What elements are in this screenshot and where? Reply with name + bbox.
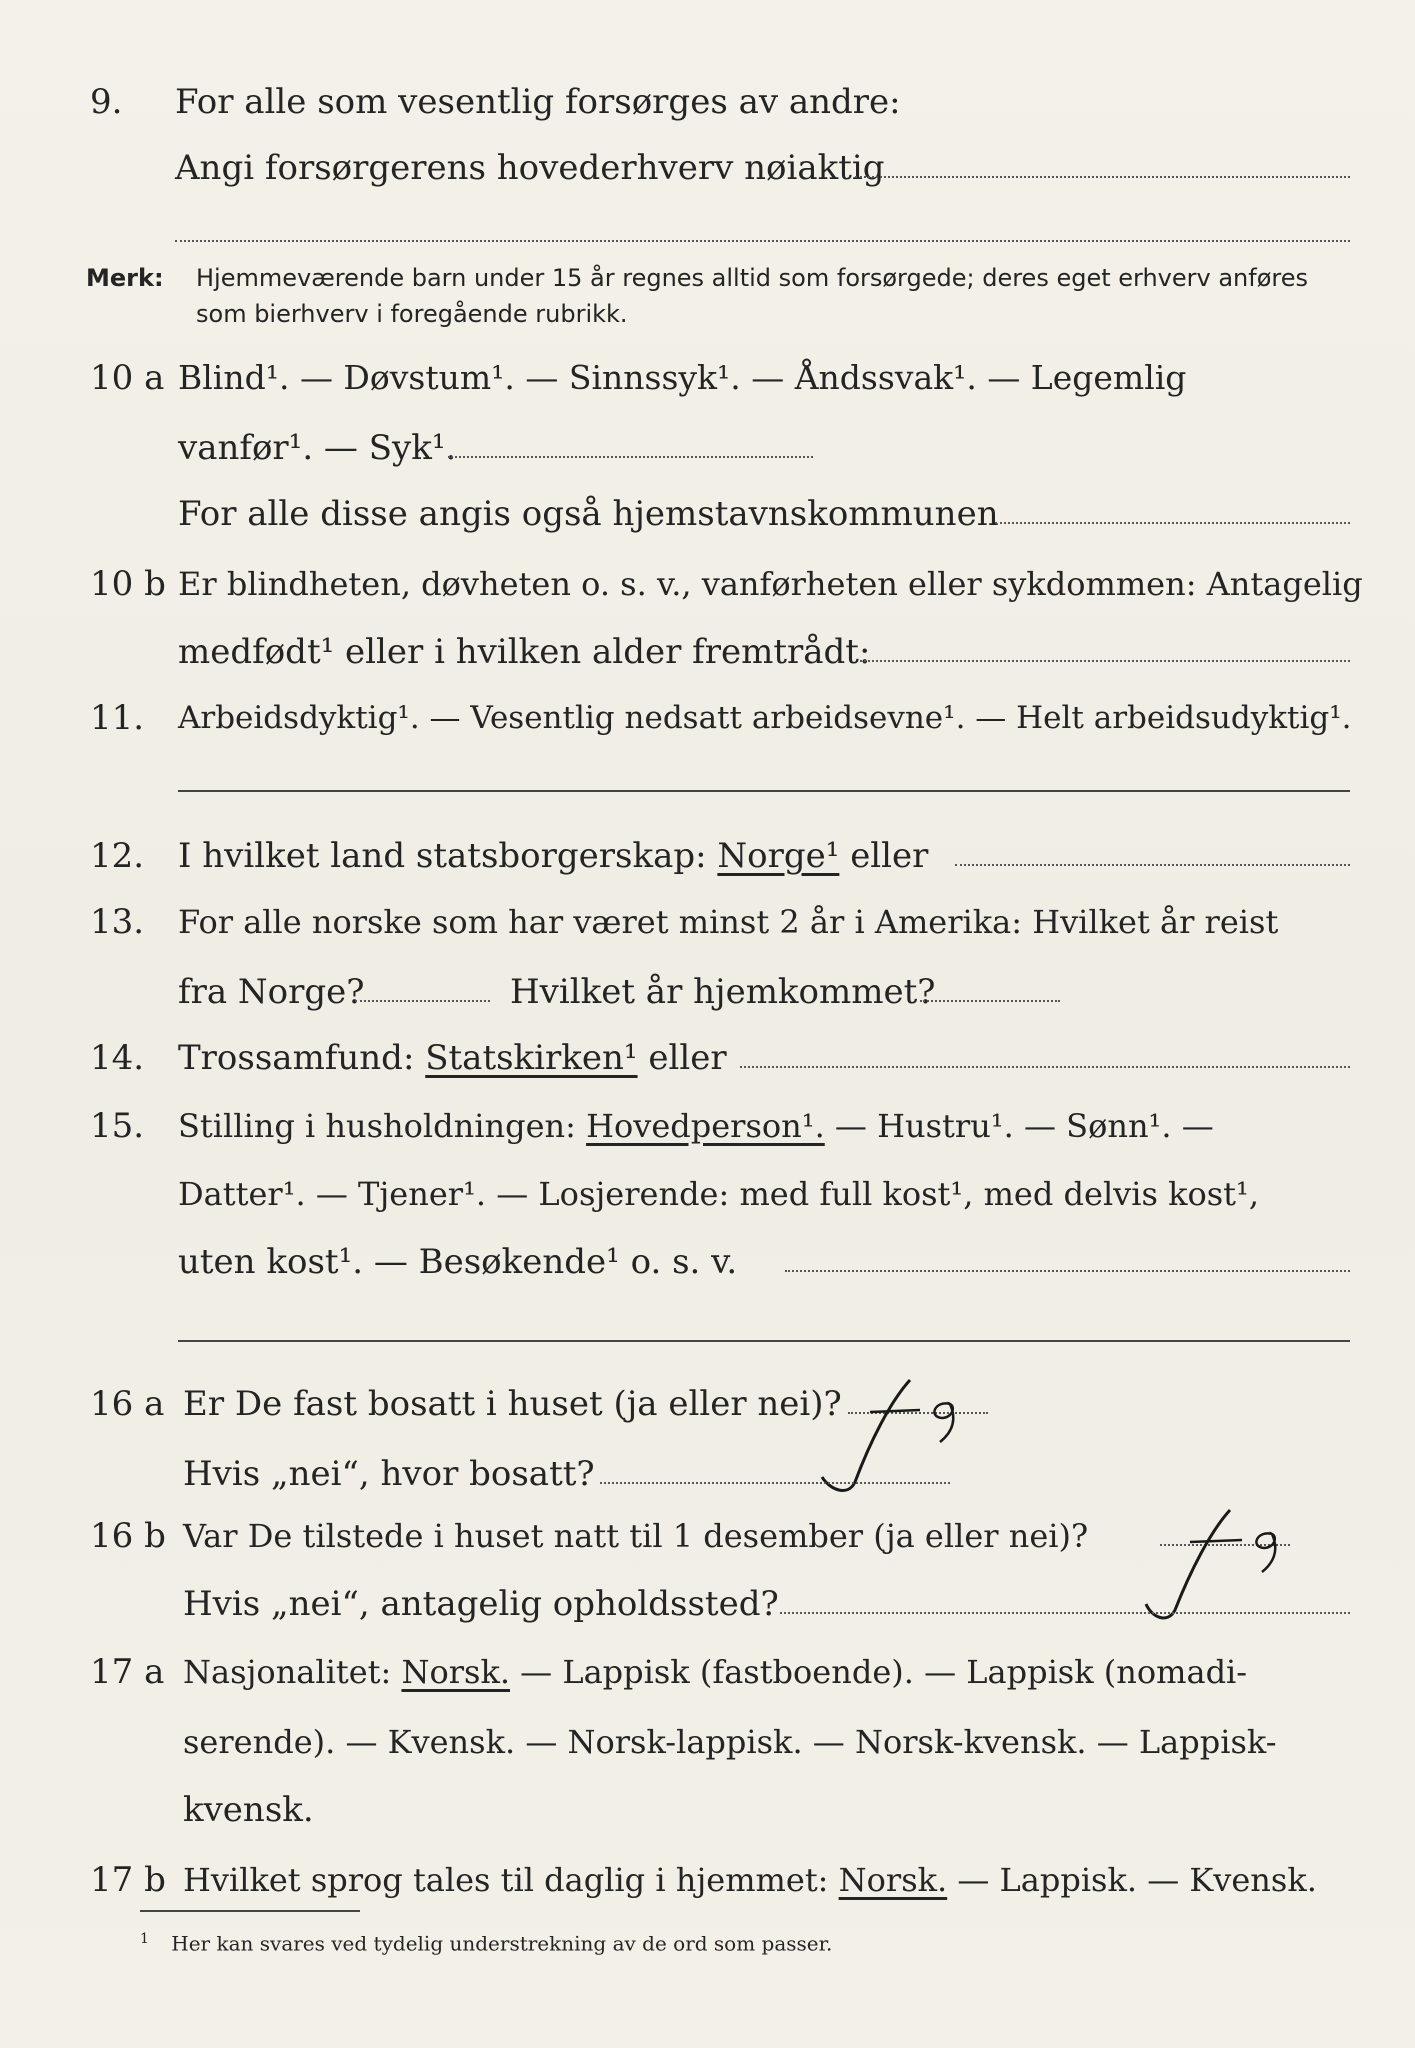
footnote-marker: 1 — [140, 1931, 149, 1947]
q16a-row-1 — [0, 1380, 1415, 1428]
q15-row-1 — [0, 1102, 1415, 1150]
q17a-row-1 — [0, 1648, 1415, 1696]
q15-selected-option[interactable]: Hovedperson¹. — [586, 1107, 825, 1145]
q17b-label: Hvilket sprog tales til daglig i hjemmet: — [183, 1861, 829, 1899]
q17b-text — [183, 1856, 1317, 1904]
q9-line-1: For alle som vesentlig forsørges av andre: — [175, 82, 901, 122]
q17b-number: 17 b — [90, 1860, 166, 1900]
q14-row — [0, 1034, 1415, 1082]
q11-row-1 — [0, 694, 1415, 742]
q14-answer-field[interactable] — [740, 1066, 1350, 1068]
q15-row-2 — [0, 1170, 1415, 1218]
q13-departure-field[interactable] — [355, 1000, 490, 1002]
q15-options: — Hustru¹. — Sønn¹. — — [834, 1107, 1214, 1145]
merk-label: Merk: — [86, 264, 164, 292]
q9-number: 9. — [90, 82, 123, 122]
q10a-hometown-field[interactable] — [995, 522, 1350, 524]
q10a-answer-field[interactable] — [448, 456, 813, 458]
q15-answer-field[interactable] — [785, 1270, 1350, 1272]
q15-number: 15. — [90, 1106, 145, 1146]
q11-answer-line[interactable] — [178, 790, 1350, 792]
q16a-line-1: Er De fast bosatt i huset (ja eller nei)? — [183, 1384, 842, 1424]
q16a-number: 16 a — [90, 1384, 165, 1424]
q10a-line-1: Blind¹. — Døvstum¹. — Sinnssyk¹. — Åndssvak¹. — Legemlig — [178, 358, 1187, 397]
q17b-options: — Lappisk. — Kvensk. — [957, 1861, 1317, 1899]
q14-or: eller — [648, 1038, 727, 1078]
q16a-row-2 — [0, 1450, 1415, 1498]
footnote — [140, 1925, 832, 1958]
q12-or: eller — [850, 836, 929, 876]
q15-line-1 — [178, 1102, 1214, 1150]
q11-line-1: Arbeidsdyktig¹. — Vesentlig nedsatt arbeidsevne¹. — Helt arbeidsudyktig¹. — [178, 700, 1352, 736]
q17a-number: 17 a — [90, 1652, 165, 1692]
q9-line-2: Angi forsørgerens hovederhverv nøiaktig — [175, 148, 885, 188]
q13-line-2a: fra Norge? — [178, 972, 365, 1012]
q10b-answer-field[interactable] — [860, 660, 1350, 662]
footnote-rule — [140, 1910, 360, 1912]
q10a-row-2 — [0, 424, 1415, 472]
merk-note — [86, 260, 1356, 332]
q13-line-2b: Hvilket år hjemkommet? — [510, 972, 936, 1012]
q15-row-3 — [0, 1238, 1415, 1286]
footnote-text: Her kan svares ved tydelig understrekning av de ord som passer. — [171, 1931, 833, 1956]
q9-answer-field-2[interactable] — [175, 240, 1350, 242]
q11-number: 11. — [90, 698, 145, 738]
q17a-line-3: kvensk. — [183, 1790, 314, 1830]
q17a-line-2: serende). — Kvensk. — Norsk-lappisk. — Norsk-kvensk. — Lappisk- — [183, 1723, 1277, 1761]
q16b-location-field[interactable] — [780, 1612, 1350, 1614]
q13-line-1: For alle norske som har været minst 2 år i Amerika: Hvilket år reist — [178, 903, 1279, 941]
q17a-row-3 — [0, 1786, 1415, 1834]
q17a-line-1 — [183, 1648, 1247, 1696]
q10b-line-1: Er blindheten, døvheten o. s. v., vanførheten eller sykdommen: Antagelig — [178, 565, 1363, 603]
q12-row — [0, 832, 1415, 880]
q10a-row-3 — [0, 490, 1415, 538]
q9-answer-field[interactable] — [855, 176, 1350, 178]
q13-row-1 — [0, 898, 1415, 946]
q16a-line-2: Hvis „nei“, hvor bosatt? — [183, 1454, 595, 1494]
q10a-row-1 — [0, 354, 1415, 402]
q12-text — [178, 832, 928, 880]
q17b-row — [0, 1856, 1415, 1904]
q10b-row-1 — [0, 560, 1415, 608]
q16a-location-field[interactable] — [600, 1482, 950, 1484]
q16b-line-2: Hvis „nei“, antagelig opholdssted? — [183, 1584, 779, 1624]
q9-row-2 — [0, 144, 1415, 192]
q10a-line-2: vanfør¹. — Syk¹. — [178, 428, 457, 468]
q10a-line-3: For alle disse angis også hjemstavnskommunen — [178, 494, 999, 534]
q15-line-3: uten kost¹. — Besøkende¹ o. s. v. — [178, 1242, 738, 1282]
q15-line-2: Datter¹. — Tjener¹. — Losjerende: med full kost¹, med delvis kost¹, — [178, 1175, 1260, 1213]
q12-answer-field[interactable] — [955, 864, 1350, 866]
q14-number: 14. — [90, 1038, 145, 1078]
q16b-row-2 — [0, 1580, 1415, 1628]
q15-answer-line[interactable] — [178, 1340, 1350, 1342]
q17a-row-2 — [0, 1718, 1415, 1766]
q17a-selected-option[interactable]: Norsk. — [401, 1653, 510, 1691]
q13-return-field[interactable] — [920, 1000, 1060, 1002]
q12-selected-option[interactable]: Norge¹ — [717, 836, 840, 876]
q10a-number: 10 a — [90, 358, 165, 398]
q10b-row-2 — [0, 628, 1415, 676]
q12-number: 12. — [90, 836, 145, 876]
q13-row-2 — [0, 968, 1415, 1016]
q17b-selected-option[interactable]: Norsk. — [838, 1861, 948, 1899]
merk-text: Hjemmeværende barn under 15 år regnes alltid som forsørgede; deres eget erhverv anføres som bierhverv i foregående rubrikk. — [196, 264, 1309, 328]
q9-row-1 — [0, 78, 1415, 126]
q16b-line-1: Var De tilstede i huset natt til 1 desember (ja eller nei)? — [183, 1517, 1089, 1555]
q17a-label: Nasjonalitet: — [183, 1653, 392, 1691]
q12-label: I hvilket land statsborgerskap: — [178, 836, 707, 876]
q14-text — [178, 1034, 727, 1082]
q10b-number: 10 b — [90, 564, 166, 604]
q14-label: Trossamfund: — [178, 1038, 415, 1078]
q15-label: Stilling i husholdningen: — [178, 1107, 576, 1145]
q14-selected-option[interactable]: Statskirken¹ — [425, 1038, 638, 1078]
q10b-line-2: medfødt¹ eller i hvilken alder fremtrådt: — [178, 632, 871, 672]
q17a-options: — Lappisk (fastboende). — Lappisk (nomadi- — [520, 1653, 1248, 1691]
q16b-number: 16 b — [90, 1516, 166, 1556]
q13-number: 13. — [90, 902, 145, 942]
